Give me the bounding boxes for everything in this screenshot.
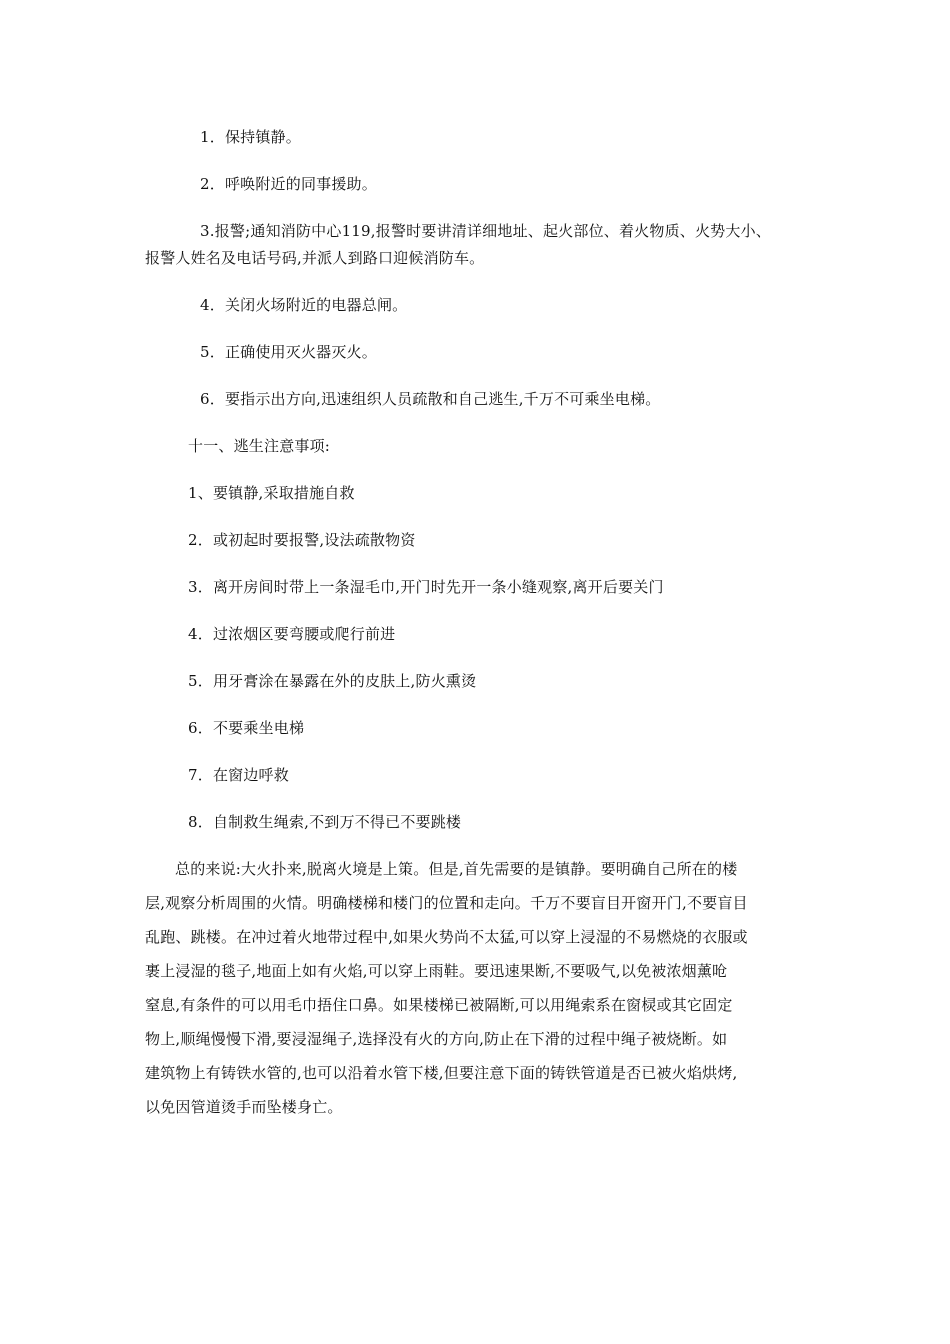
list-item-continuation: 报警人姓名及电话号码,并派人到路口迎候消防车。 (145, 249, 485, 267)
summary-paragraph (145, 852, 810, 1124)
list-item: 6．要指示出方向,迅速组织人员疏散和自己逃生,千万不可乘坐电梯。 (200, 390, 661, 408)
list-item: 1．保持镇静。 (200, 128, 301, 146)
list-item: 5．正确使用灭火器灭火。 (200, 343, 377, 361)
list-item: 3．离开房间时带上一条湿毛巾,开门时先开一条小缝观察,离开后要关门 (188, 578, 664, 596)
paragraph-line: 裹上浸湿的毯子,地面上如有火焰,可以穿上雨鞋。要迅速果断,不要吸气,以免被浓烟薰呛 (145, 962, 728, 980)
paragraph-line: 物上,顺绳慢慢下滑,要浸湿绳子,选择没有火的方向,防止在下滑的过程中绳子被烧断。如 (145, 1030, 728, 1048)
list-item: 4．关闭火场附近的电器总闸。 (200, 296, 408, 314)
paragraph-line: 乱跑、跳楼。在冲过着火地带过程中,如果火势尚不太猛,可以穿上浸湿的不易燃烧的衣服或 (145, 928, 748, 946)
section-heading: 十一、逃生注意事项: (188, 437, 331, 455)
list-item: 3.报警;通知消防中心119,报警时要讲清详细地址、起火部位、着火物质、火势大小、 (200, 222, 771, 240)
list-item: 4．过浓烟区要弯腰或爬行前进 (188, 625, 396, 643)
list-item: 5．用牙膏涂在暴露在外的皮肤上,防火熏烫 (188, 672, 477, 690)
list-item: 8．自制救生绳索,不到万不得已不要跳楼 (188, 813, 462, 831)
list-item: 2．或初起时要报警,设法疏散物资 (188, 531, 416, 549)
paragraph-line: 层,观察分析周围的火情。明确楼梯和楼门的位置和走向。千万不要盲目开窗开门,不要盲目 (145, 894, 748, 912)
paragraph-line: 总的来说:大火扑来,脱离火境是上策。但是,首先需要的是镇静。要明确自己所在的楼 (175, 860, 738, 878)
paragraph-line: 以免因管道烫手而坠楼身亡。 (145, 1098, 343, 1116)
list-item: 1、要镇静,采取措施自救 (188, 484, 355, 502)
list-item: 7．在窗边呼救 (188, 766, 289, 784)
paragraph-line: 建筑物上有铸铁水管的,也可以沿着水管下楼,但要注意下面的铸铁管道是否已被火焰烘烤, (145, 1064, 738, 1082)
list-item: 2．呼唤附近的同事援助。 (200, 175, 377, 193)
paragraph-line: 窒息,有条件的可以用毛巾捂住口鼻。如果楼梯已被隔断,可以用绳索系在窗棂或其它固定 (145, 996, 733, 1014)
list-item: 6．不要乘坐电梯 (188, 719, 305, 737)
